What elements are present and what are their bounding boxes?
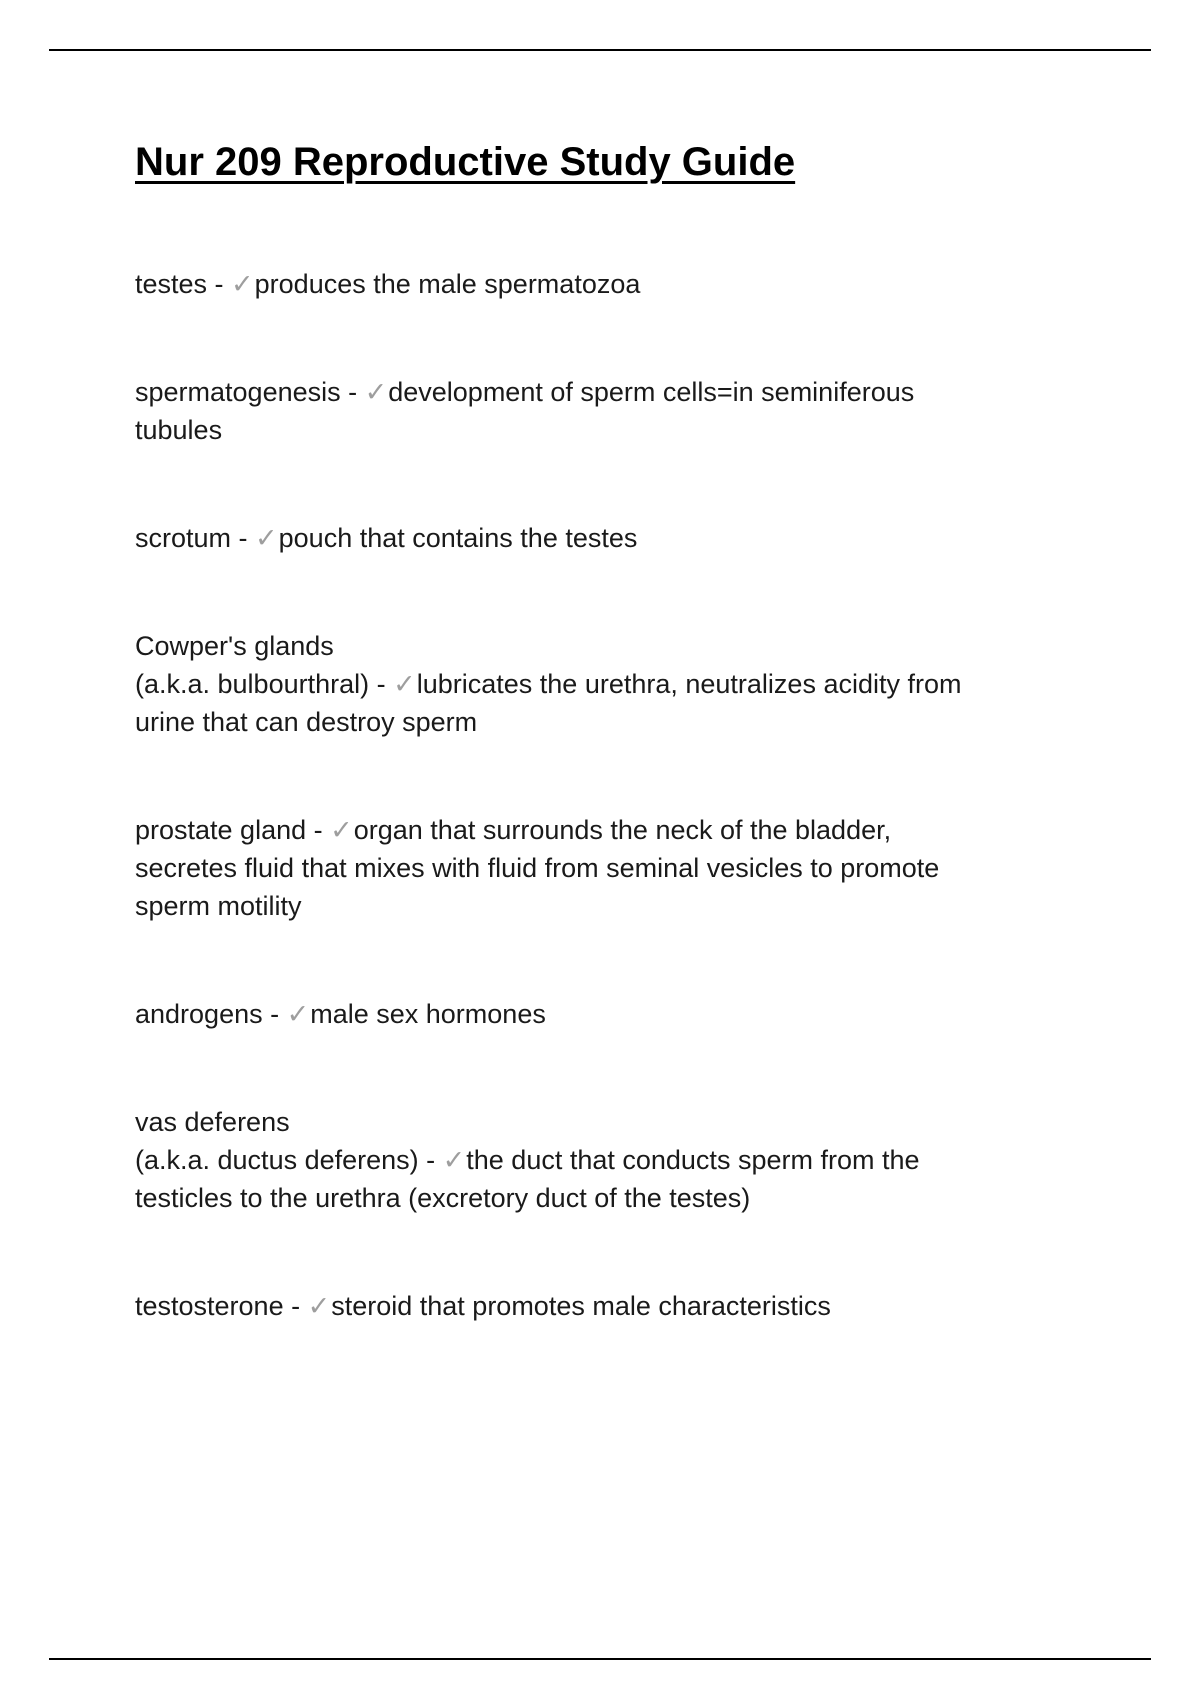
checkmark-icon: ✓ xyxy=(307,1291,331,1321)
study-entry xyxy=(135,265,963,303)
entry-term: (a.k.a. ductus deferens) - xyxy=(135,1145,443,1175)
entry-term-name: Cowper's glands xyxy=(135,631,334,661)
checkmark-icon: ✓ xyxy=(255,523,278,553)
entry-term: testes - xyxy=(135,269,232,299)
entry-definition: steroid that promotes male characteristics xyxy=(331,1291,831,1321)
checkmark-icon: ✓ xyxy=(330,815,353,845)
entry-text xyxy=(135,265,963,303)
entry-term-name: vas deferens xyxy=(135,1107,290,1137)
entry-term: (a.k.a. bulbourthral) - xyxy=(135,669,394,699)
checkmark-icon: ✓ xyxy=(286,999,310,1029)
entry-definition: pouch that contains the testes xyxy=(278,523,638,553)
study-entry xyxy=(135,811,963,925)
entry-text xyxy=(135,1141,963,1217)
study-entry xyxy=(135,373,963,449)
entry-term: scrotum - xyxy=(135,523,256,553)
checkmark-icon: ✓ xyxy=(393,669,416,699)
entry-term: prostate gland - xyxy=(135,815,331,845)
checkmark-icon: ✓ xyxy=(231,269,254,299)
entry-term: androgens - xyxy=(135,999,287,1029)
entry-text xyxy=(135,373,963,449)
entry-text xyxy=(135,665,963,741)
study-entry xyxy=(135,995,963,1033)
entry-text xyxy=(135,811,963,925)
entry-term: testosterone - xyxy=(135,1291,308,1321)
study-entry xyxy=(135,519,963,557)
entry-term: spermatogenesis - xyxy=(135,377,365,407)
study-entry xyxy=(135,627,963,741)
study-entry xyxy=(135,1103,963,1217)
entry-definition: organ that surrounds the neck of the bladder, secretes fluid that mixes with fluid from seminal vesicles to promote sperm motility xyxy=(135,815,940,921)
checkmark-icon: ✓ xyxy=(364,377,388,407)
document-content xyxy=(135,51,963,1395)
entry-text xyxy=(135,1287,963,1325)
entry-definition: lubricates the urethra, neutralizes acidity from urine that can destroy sperm xyxy=(135,669,962,737)
entry-definition: development of sperm cells=in seminiferous tubules xyxy=(135,377,915,445)
entry-text xyxy=(135,519,963,557)
bottom-divider xyxy=(49,1658,1151,1660)
entry-text xyxy=(135,995,963,1033)
entry-definition: produces the male spermatozoa xyxy=(254,269,641,299)
entry-definition: the duct that conducts sperm from the testicles to the urethra (excretory duct of the testes) xyxy=(135,1145,920,1213)
checkmark-icon: ✓ xyxy=(442,1145,466,1175)
study-entry xyxy=(135,1287,963,1325)
page-title: Nur 209 Reproductive Study Guide xyxy=(135,140,796,184)
entry-definition: male sex hormones xyxy=(310,999,546,1029)
